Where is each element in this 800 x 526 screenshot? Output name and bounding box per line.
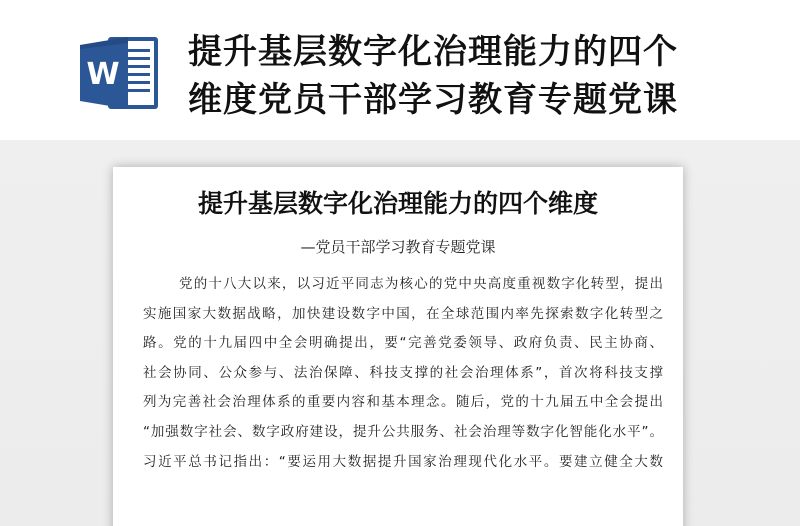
document-page (113, 167, 683, 526)
document-title: 提升基层数字化治理能力的四个维度 (197, 189, 598, 218)
body-line-4: 社会协同、公众参与、法治保障、科技支撑的社会治理体系”，首次将科技支撑 (143, 364, 663, 381)
word-document-icon (78, 31, 162, 115)
header-title-line-2: 维度党员干部学习教育专题党课 (188, 80, 678, 120)
body-line-1: 党的十八大以来，以习近平同志为核心的党中央高度重视数字化转型，提出 (179, 276, 663, 292)
document-body (143, 270, 663, 477)
document-subtitle: —党员干部学习教育专题党课 (300, 238, 496, 256)
header-title (188, 28, 788, 124)
body-line-2: 实施国家大数据战略，加快建设数字中国，在全球范围内率先探索数字化转型之 (143, 305, 663, 322)
body-line-5: 列为完善社会治理体系的重要内容和基本理念。随后，党的十九届五中全会提出 (143, 394, 663, 411)
svg-text:W: W (86, 57, 120, 92)
header-title-line-1: 提升基层数字化治理能力的四个 (188, 32, 678, 72)
body-line-6: “加强数字社会、数字政府建设，提升公共服务、社会治理等数字化智能化水平”。 (143, 423, 663, 440)
body-line-3: 路。党的十九届四中全会明确提出，要“完善党委领导、政府负责、民主协商、 (143, 335, 663, 352)
body-line-7: 习近平总书记指出：“要运用大数据提升国家治理现代化水平。要建立健全大数 (143, 453, 663, 470)
